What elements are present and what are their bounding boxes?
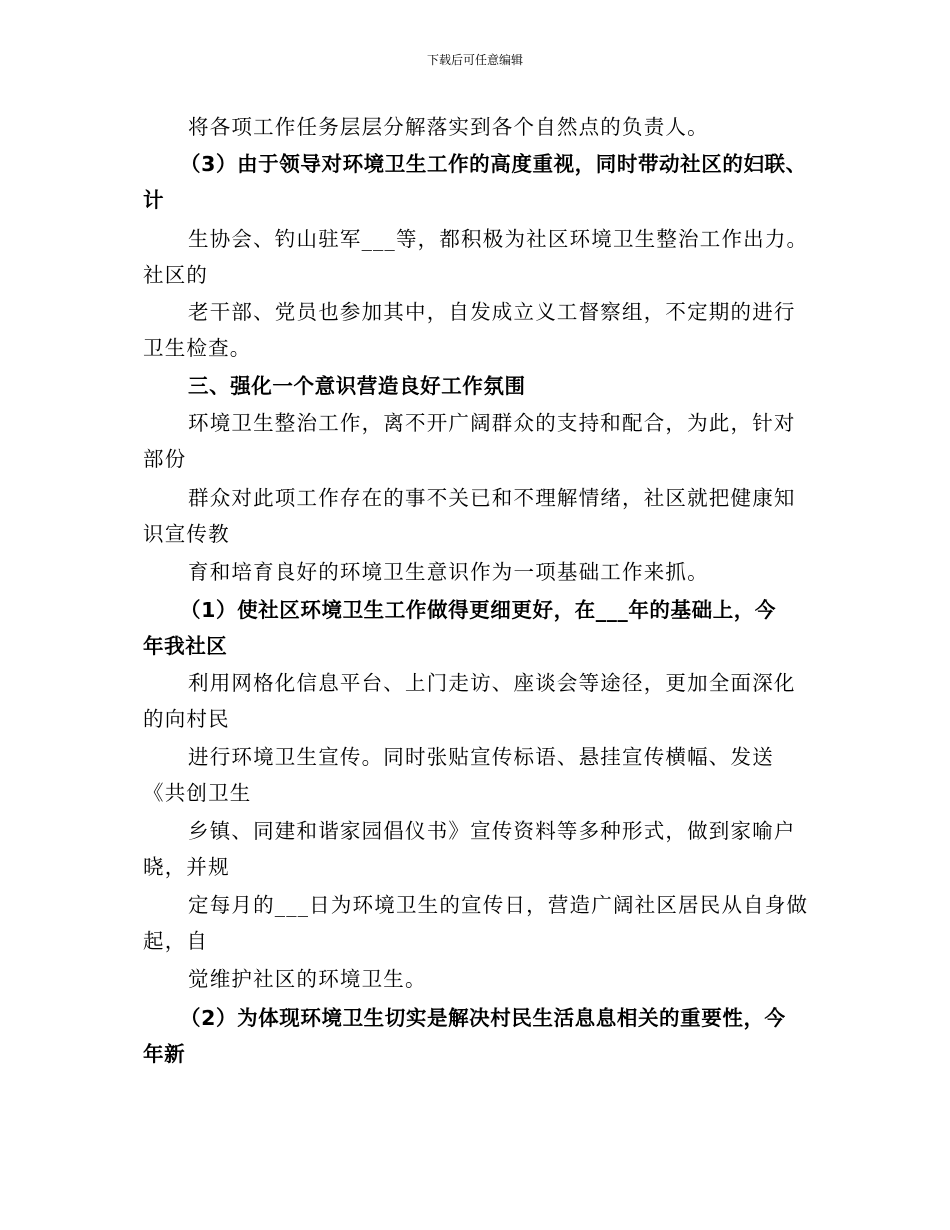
text-line: 计 bbox=[143, 188, 165, 212]
text-line: 群众对此项工作存在的事不关已和不理解情绪，社区就把健康知 bbox=[188, 486, 796, 510]
text-line: 将各项工作任务层层分解落实到各个自然点的负责人。 bbox=[188, 115, 709, 139]
section-heading: 三、强化一个意识营造良好工作氛围 bbox=[188, 374, 526, 398]
text-line: 起，自 bbox=[143, 929, 209, 953]
text-line: 生协会、钓山驻军___等，都积极为社区环境卫生整治工作出力。 bbox=[188, 227, 809, 251]
text-line: 觉维护社区的环境卫生。 bbox=[188, 967, 427, 991]
text-line: 部份 bbox=[143, 447, 187, 471]
text-line: 乡镇、同建和谐家园倡仪书》宣传资料等多种形式，做到家喻户 bbox=[188, 819, 796, 843]
page-header: 下载后可任意编辑 bbox=[426, 53, 523, 67]
text-line: （2）为体现环境卫生切实是解决村民生活息息相关的重要性，今 bbox=[180, 1006, 786, 1030]
text-line: 定每月的___日为环境卫生的宣传日，营造广阔社区居民从自身做 bbox=[188, 893, 809, 917]
text-line: 年新 bbox=[143, 1042, 186, 1066]
text-line: 识宣传教 bbox=[143, 522, 230, 546]
text-line: 环境卫生整治工作，离不开广阔群众的支持和配合，为此，针对 bbox=[188, 411, 796, 435]
text-line: 育和培育良好的环境卫生意识作为一项基础工作来抓。 bbox=[188, 560, 709, 584]
text-line: 《共创卫生 bbox=[143, 781, 252, 805]
text-line: 利用网格化信息平台、上门走访、座谈会等途径，更加全面深化 bbox=[188, 671, 796, 695]
text-line: 社区的 bbox=[143, 263, 209, 287]
text-line: 晓，并规 bbox=[143, 855, 230, 879]
text-line: 进行环境卫生宣传。同时张贴宣传标语、悬挂宣传横幅、发送 bbox=[188, 745, 774, 769]
text-line: 卫生检查。 bbox=[143, 336, 252, 360]
text-line: （3）由于领导对环境卫生工作的高度重视，同时带动社区的妇联、 bbox=[180, 152, 807, 176]
text-line: 老干部、党员也参加其中，自发成立义工督察组，不定期的进行 bbox=[188, 300, 796, 324]
text-line: 年我社区 bbox=[143, 634, 228, 658]
text-line: （1）使社区环境卫生工作做得更细更好，在___年的基础上，今 bbox=[180, 598, 777, 622]
text-line: 的向村民 bbox=[143, 707, 230, 731]
